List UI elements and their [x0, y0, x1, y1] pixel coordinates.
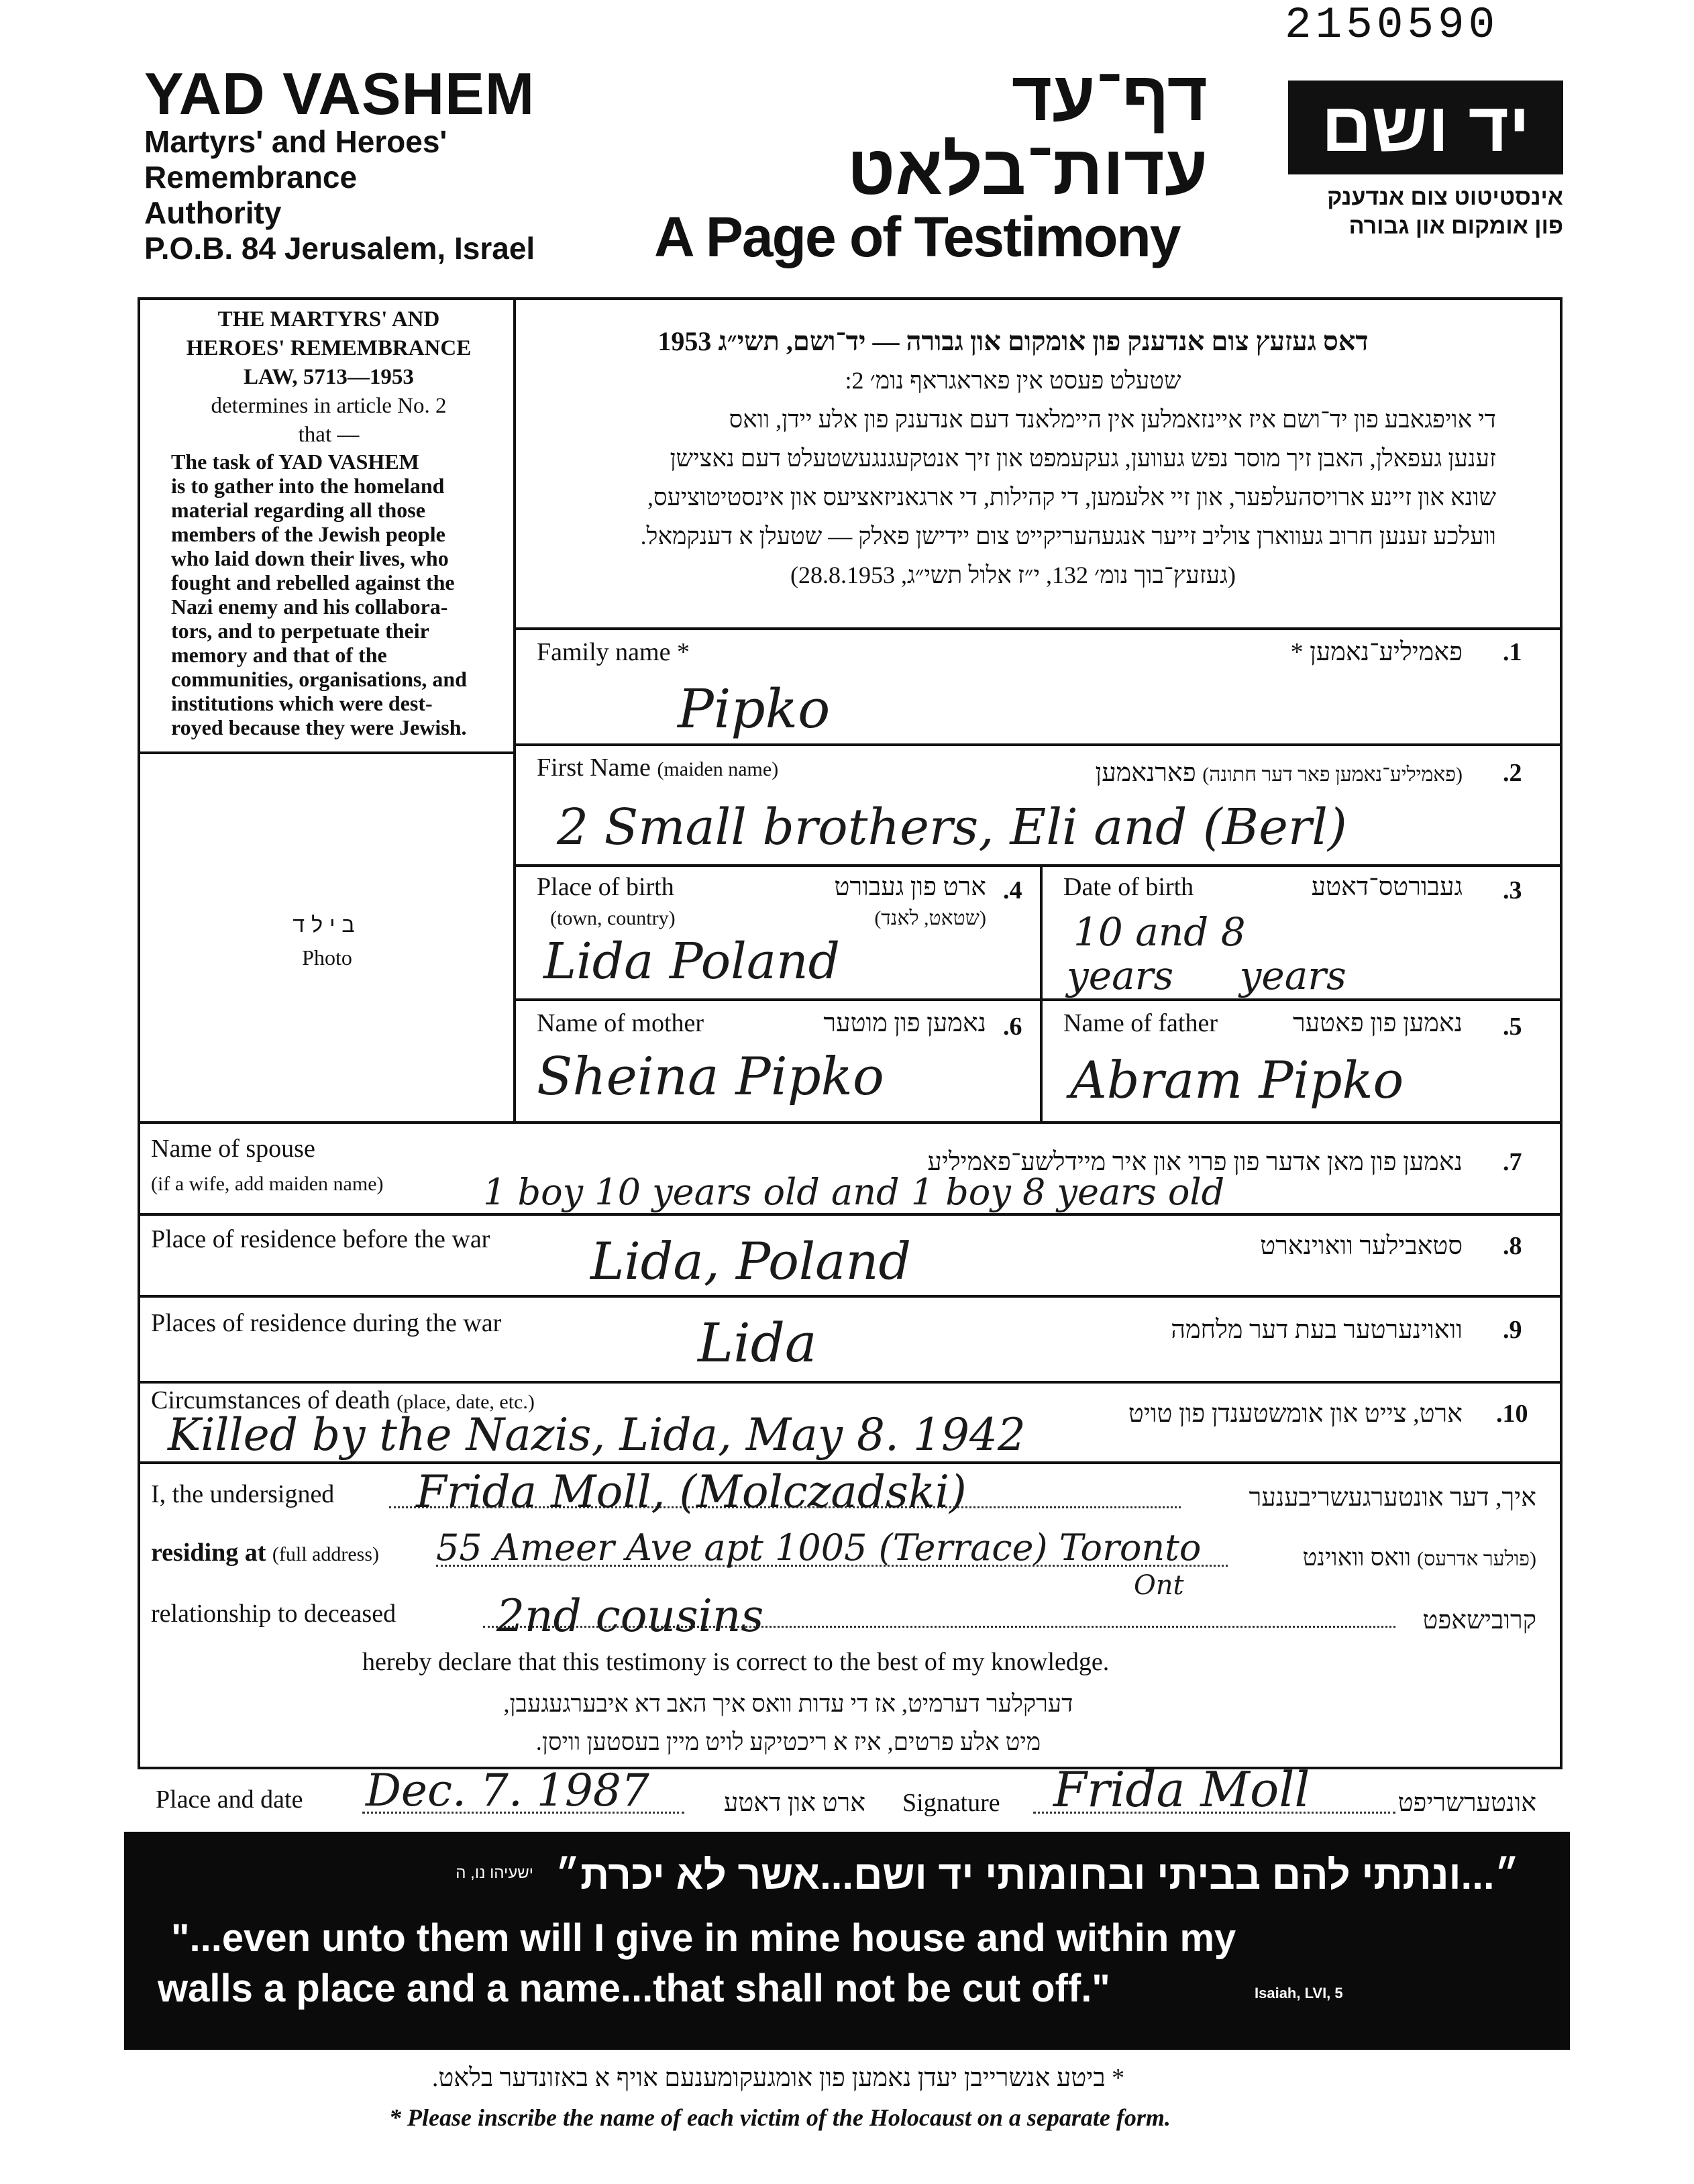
residence-before-value: Lida, Poland	[590, 1231, 912, 1291]
spouse-value: 1 boy 10 years old and 1 boy 8 years old	[483, 1171, 1225, 1213]
field-number: .4	[1003, 876, 1022, 904]
place-date-value: Dec. 7. 1987	[366, 1765, 649, 1816]
relationship-label-hebrew: קרובישאפט	[1422, 1606, 1536, 1634]
quote-banner	[124, 1832, 1570, 2050]
residence-during-value: Lida	[698, 1312, 817, 1374]
field-number: .10	[1496, 1400, 1528, 1428]
father-name-label: Name of father	[1063, 1009, 1218, 1037]
residing-label-sub: (full address)	[272, 1543, 379, 1565]
residing-heb-sub: (פולער אדרעס)	[1417, 1548, 1536, 1570]
place-of-birth-label: Place of birth	[537, 873, 674, 901]
footer-english: * Please inscribe the name of each victim of the Holocaust on a separate form.	[389, 2104, 1171, 2131]
law-yiddish-line: דאס געזעץ צום אנדענק פון אומקום און גבורה — יד־ושם, תשי״ג 1953	[657, 326, 1369, 356]
residing-label-text: residing at	[151, 1539, 266, 1567]
relationship-value: 2nd cousins	[496, 1590, 764, 1642]
father-name-value: Abram Pipko	[1070, 1050, 1404, 1110]
law-intro-line: determines in article No. 2	[211, 394, 447, 418]
law-line: tors, and to perpetuate their	[171, 619, 429, 643]
law-line: fought and rebelled against the	[171, 570, 455, 594]
residing-value-2: Ont	[1134, 1570, 1184, 1601]
field-number: .7	[1503, 1148, 1522, 1176]
document-number: 2150590	[1285, 0, 1499, 50]
law-line: is to gather into the homeland	[171, 474, 445, 498]
yad-vashem-logo	[1288, 81, 1563, 174]
law-yiddish-line: שונא און זיינע ארויסהעלפער, און זיי אלעמען, די קהילות, די ארגאניזאציעס און אינסטיטוציעס,	[647, 484, 1496, 511]
residing-label-hebrew	[1221, 1543, 1536, 1571]
circumstances-label-sub: (place, date, etc.)	[396, 1391, 535, 1413]
residing-label	[151, 1538, 379, 1567]
first-name-heb: פארנאמען	[1095, 759, 1196, 787]
date-of-birth-label-hebrew: געבורטס־דאטע	[1311, 873, 1463, 901]
photo-label: Photo	[302, 945, 352, 970]
law-line: memory and that of the	[171, 643, 387, 667]
circumstances-label-text: Circumstances of death	[151, 1386, 390, 1414]
place-of-birth-value: Lida Poland	[543, 933, 840, 990]
banner-reference: Isaiah, LVI, 5	[1255, 1985, 1343, 2001]
first-name-label	[537, 753, 778, 782]
law-title	[158, 305, 500, 450]
residence-during-label: Places of residence during the war	[151, 1309, 502, 1337]
undersigned-label-hebrew: איך, דער אונטערגעשריבענער	[1249, 1484, 1536, 1512]
law-title-line: THE MARTYRS' AND	[217, 307, 440, 331]
law-title-line: LAW, 5713—1953	[244, 365, 414, 389]
logo-subtitle-1: אינסטיטוט צום אנדענק	[1327, 185, 1563, 210]
org-line: Authority	[144, 195, 282, 230]
law-yiddish-line: די אויפגאבע פון יד־ושם איז איינזאמלען אין היימלאנד דעם אנדענק פון אלע יידן, וואס	[729, 406, 1496, 433]
law-line: who laid down their lives, who	[171, 546, 449, 570]
first-name-label-sub: (maiden name)	[657, 758, 779, 780]
family-name-label: Family name *	[537, 638, 690, 666]
law-yiddish-line: זענען געפאלן, האבן זיך מוסר נפש געווען, געקעמפט און זיך אנטקעגנגעשטעלט דעם נאצישן	[670, 445, 1496, 472]
footer-hebrew: * ביטע אנשרייבן יעדן נאמען פון אומגעקומענעם אויף א באזונדער בלאט.	[431, 2064, 1125, 2092]
circumstances-value: Killed by the Nazis, Lida, May 8. 1942	[168, 1409, 1026, 1461]
date-of-birth-value-1: 10 and 8	[1073, 909, 1246, 955]
spouse-label-sub: (if a wife, add maiden name)	[151, 1173, 384, 1195]
spouse-label: Name of spouse	[151, 1135, 315, 1163]
place-date-label: Place and date	[156, 1785, 303, 1814]
law-line: material regarding all those	[171, 498, 425, 522]
first-name-value: 2 Small brothers, Eli and (Berl)	[557, 798, 1347, 856]
hebrew-title-2: עדות־בלאט	[847, 132, 1208, 209]
circumstances-label-hebrew: ארט, צייט און אומשטענדן פון טויט	[1128, 1400, 1463, 1428]
org-line: Martyrs' and Heroes'	[144, 124, 447, 159]
banner-english-line-2: walls a place and a name...that shall not be cut off."	[158, 1967, 1110, 2010]
banner-english-line-1: "...even unto them will I give in mine house and within my	[171, 1916, 1236, 1960]
place-of-birth-heb-sub: (שטאט, לאנד)	[874, 907, 986, 929]
field-number: .2	[1503, 759, 1522, 787]
mother-name-label-hebrew: נאמען פון מוטער	[823, 1009, 986, 1037]
law-line: royed because they were Jewish.	[171, 715, 467, 739]
field-number: .6	[1003, 1012, 1022, 1041]
field-number: .9	[1503, 1316, 1522, 1344]
declaration-hebrew-2: מיט אלע פרטים, איז א ריכטיקע לויט מיין בעסטען וויסן.	[535, 1728, 1041, 1755]
field-number: .3	[1503, 876, 1522, 904]
signature-label-hebrew: אונטערשריפט	[1397, 1789, 1536, 1817]
spouse-label-hebrew: נאמען פון מאן אדער פון פרוי און איר מיידלשע־פאמיליע	[927, 1148, 1463, 1176]
photo-area	[141, 913, 513, 970]
organization-block	[144, 60, 535, 266]
law-line: communities, organisations, and	[171, 667, 467, 691]
law-title-line: HEROES' REMEMBRANCE	[186, 336, 472, 360]
signature-label: Signature	[902, 1789, 1000, 1817]
undersigned-label: I, the undersigned	[151, 1480, 335, 1508]
banner-hebrew-quote: ״...ונתתי להם בביתי ובחומותי יד ושם...אשר לא יכרת״	[555, 1853, 1520, 1897]
org-name: YAD VASHEM	[144, 60, 535, 127]
family-name-value: Pipko	[678, 678, 831, 740]
law-line: members of the Jewish people	[171, 522, 445, 546]
hebrew-title-1: דף־עד	[1011, 58, 1208, 136]
law-body	[171, 450, 503, 739]
law-intro-line: that —	[298, 423, 360, 447]
residing-heb: וואס וואוינט	[1302, 1544, 1412, 1571]
relationship-label: relationship to deceased	[151, 1600, 396, 1628]
org-address: P.O.B. 84 Jerusalem, Israel	[144, 231, 535, 266]
law-yiddish-line: (געזעץ־בוך נומ׳ 132, י״ז אלול תשי״ג, 28.8.1953)	[790, 562, 1236, 588]
declaration-english: hereby declare that this testimony is correct to the best of my knowledge.	[362, 1648, 1110, 1676]
photo-label-hebrew: בילד	[293, 913, 362, 937]
mother-name-label: Name of mother	[537, 1009, 704, 1037]
mother-name-value: Sheina Pipko	[537, 1047, 884, 1107]
logo-text: יד ושם	[1321, 88, 1530, 166]
law-line: Nazi enemy and his collabora-	[171, 594, 448, 619]
law-yiddish-line: שטעלט פעסט אין פאראגראף נומ׳ 2:	[845, 367, 1181, 394]
first-name-heb-sub: (פאמיליע־נאמען פאר דער חתונה)	[1202, 764, 1463, 786]
date-of-birth-value-2: years years	[1067, 953, 1346, 998]
logo-subtitle-2: פון אומקום און גבורה	[1348, 213, 1563, 239]
place-of-birth-sub: (town, country)	[550, 907, 676, 929]
residence-before-label: Place of residence before the war	[151, 1225, 490, 1253]
org-line: Remembrance	[144, 160, 358, 195]
date-of-birth-label: Date of birth	[1063, 873, 1194, 901]
place-of-birth-label-hebrew: ארט פון געבורט	[834, 873, 986, 901]
residing-value: 55 Ameer Ave apt 1005 (Terrace) Toronto	[436, 1526, 1202, 1569]
field-number: .5	[1503, 1012, 1522, 1041]
declaration-hebrew-1: דערקלער דערמיט, אז די עדות וואס איך האב דא איבערגעגעבן,	[503, 1690, 1073, 1717]
family-name-label-hebrew: פאמיליע־נאמען *	[1290, 638, 1463, 666]
father-name-label-hebrew: נאמען פון פאטער	[1292, 1009, 1463, 1037]
first-name-label-text: First Name	[537, 753, 651, 782]
law-yiddish-line: וועלכע זענען חרוב געווארן צוליב זייער אנגעהעריקייט צום יידישן פאלק — שטעלן א דענקמאל.	[640, 523, 1496, 550]
law-yiddish	[530, 322, 1496, 594]
law-line: institutions which were dest-	[171, 691, 433, 715]
residence-before-label-hebrew: סטאבילער וואוינארט	[1260, 1232, 1463, 1260]
signature-value: Frida Moll	[1053, 1761, 1310, 1818]
undersigned-value: Frida Moll, (Molczadski)	[416, 1466, 967, 1518]
page-title: A Page of Testimony	[654, 205, 1180, 268]
place-date-label-hebrew: ארט און דאטע	[723, 1789, 865, 1817]
law-line: The task of YAD VASHEM	[171, 450, 419, 474]
field-number: .1	[1503, 638, 1522, 666]
field-number: .8	[1503, 1232, 1522, 1260]
residence-during-label-hebrew: וואוינערטער בעת דער מלחמה	[1171, 1316, 1463, 1344]
first-name-label-hebrew	[973, 758, 1463, 788]
banner-hebrew-reference: ישעיהו נו, ה	[456, 1864, 533, 1882]
